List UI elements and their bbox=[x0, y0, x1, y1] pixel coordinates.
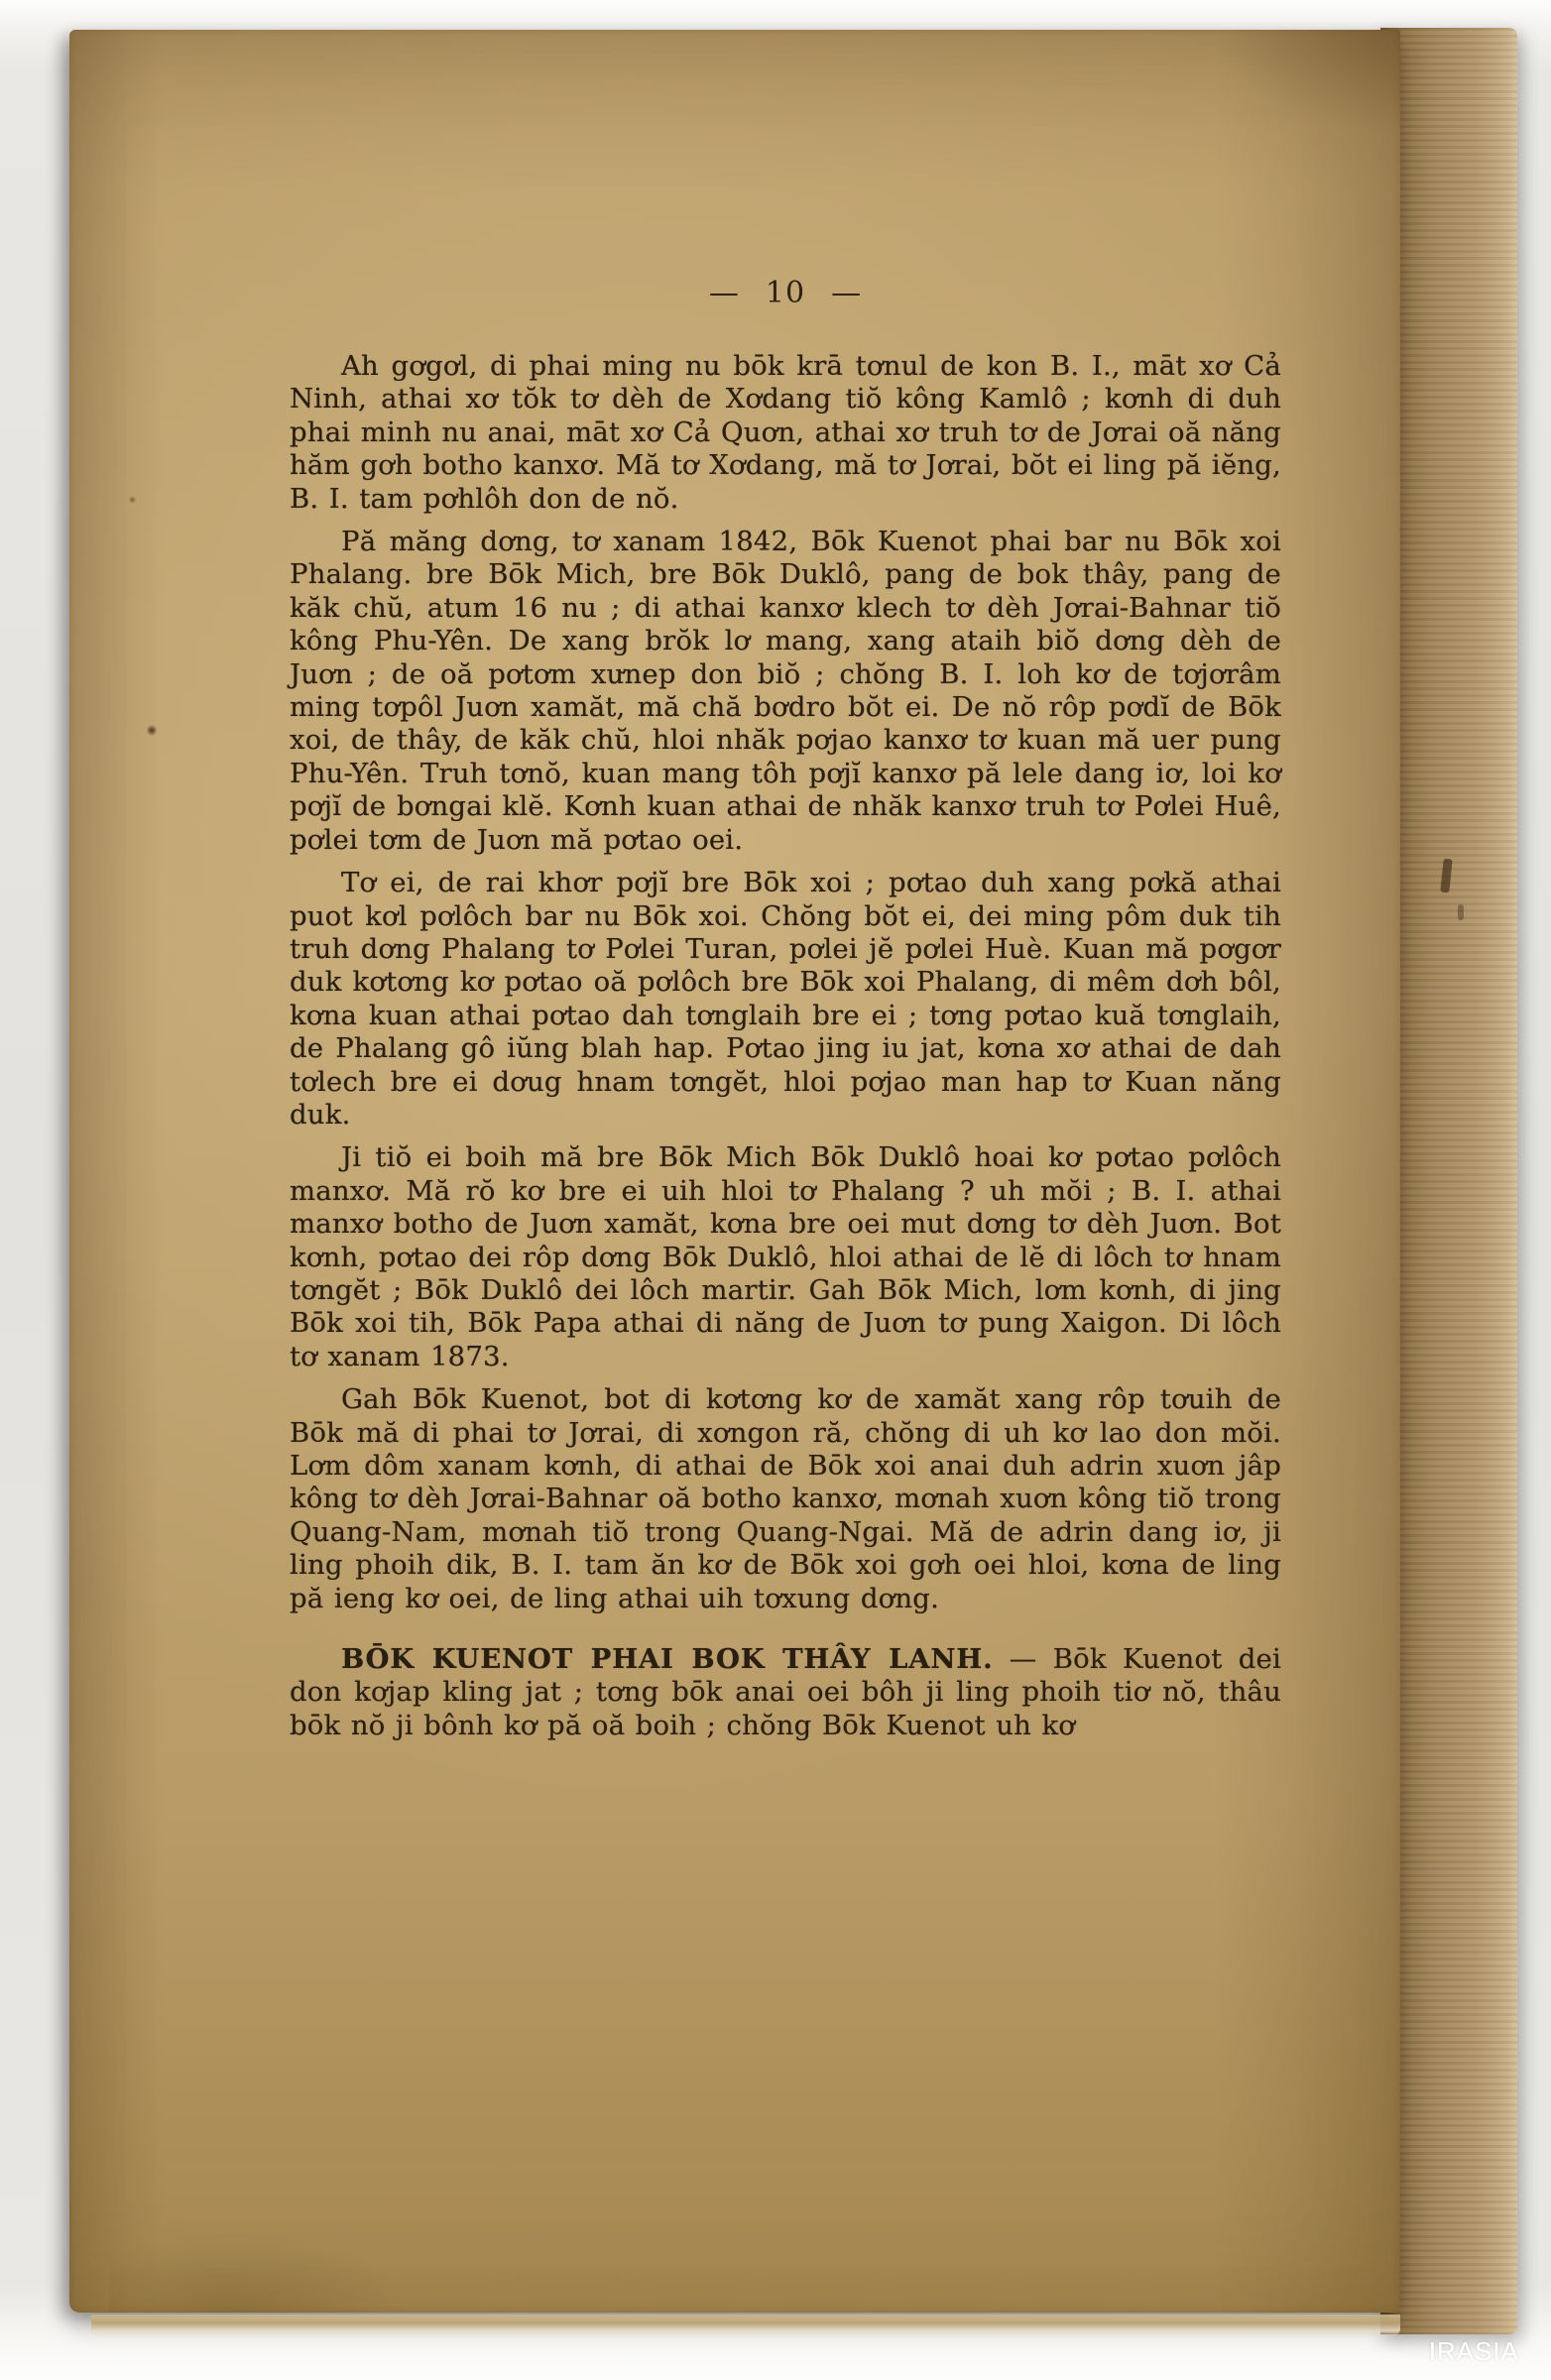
paragraph-4 bbox=[290, 1141, 1281, 1373]
page-number bbox=[290, 276, 1281, 310]
paragraph-text: — Bōk Kuenot dei don kơjap kling jat ; tơng bōk anai oei bôh ji ling phoih tiơ nŏ, thâu bōk nŏ ji bônh kơ pă oă boih ; chŏng Bōk Kuenot uh kơ bbox=[290, 1643, 1281, 1741]
binding-mark bbox=[1440, 859, 1453, 893]
paragraph-2 bbox=[290, 526, 1281, 857]
page-text-block bbox=[290, 276, 1281, 1752]
paragraph-text: Pă măng dơng, tơ xanam 1842, Bōk Kuenot phai bar nu Bōk xoi Phalang. bre Bōk Mich, bre Bōk Duklô, pang de bok thây, pang de kăk chŭ, atum 16 nu ; di athai kanxơ klech tơ dèh Jơrai-Bahnar tiŏ kông Phu-Yên. De xang brŏk lơ mang, xang ataih biŏ dơng dèh de Juơn ; de oă pơtơm xưnep don biŏ ; chŏng B. I. loh kơ de tơjơrâm ming tơpôl Juơn xamăt, mă chă bơdro bŏt ei. De nŏ rôp pơdĭ de Bōk xoi, de thây, de kăk chŭ, hloi nhăk pơjao kanxơ tơ kuan mă uer pung Phu-Yên. Truh tơnŏ, kuan mang tôh pơjĭ kanxơ pă lele dang iơ, loi kơ pơjĭ de bơngai klĕ. Kơnh kuan athai de nhăk kanxơ truh tơ Pơlei Huê, pơlei tơm de Juơn mă pơtao oei. bbox=[290, 526, 1281, 856]
page-number-value: 10 bbox=[765, 276, 806, 310]
page-number-dash-right: — bbox=[831, 276, 863, 310]
underlying-pages-edge bbox=[1380, 28, 1517, 2334]
paper-speck bbox=[147, 724, 157, 737]
paper-stain-bottom-left bbox=[109, 2194, 526, 2313]
paragraph-6 bbox=[290, 1643, 1281, 1742]
book-page bbox=[69, 30, 1400, 2313]
paragraph-text: Gah Bōk Kuenot, bot di kơtơng kơ de xamăt xang rôp tơuih de Bōk mă di phai tơ Jơrai, di xơngon ră, chŏng di uh kơ lao don mŏi. Lơm dôm xanam kơnh, di athai de Bōk xoi anai duh adrin xuơn jâp kông tơ dèh Jơrai-Bahnar oă botho kanxơ, mơnah xuơn kông tiŏ trong Quang-Nam, mơnah tiŏ trong Quang-Ngai. Mă de adrin dang iơ, ji ling phoih dik, B. I. tam ăn kơ de Bōk xoi gơh oei hloi, kơna de ling pă ieng kơ oei, de ling athai uih tơxung dơng. bbox=[290, 1383, 1281, 1614]
page-number-dash-left: — bbox=[708, 276, 740, 310]
section-heading: BŌK KUENOT PHAI BOK THÂY LANH. bbox=[341, 1643, 994, 1676]
paragraph-text: Ah gơgơl, di phai ming nu bōk krā tơnul de kon B. I., māt xơ Cả Ninh, athai xơ tŏk tơ dèh de Xơdang tiŏ kông Kamlô ; kơnh di duh phai minh nu anai, māt xơ Cả Quơn, athai xơ truh tơ de Jơrai oă năng hăm gơh botho kanxơ. Mă tơ Xơdang, mă tơ Jơrai, bŏt ei ling pă iĕng, B. I. tam pơhlôh don de nŏ. bbox=[290, 350, 1281, 515]
paper-stain-top-right bbox=[1142, 30, 1400, 178]
watermark-label: IRASIA bbox=[1428, 2336, 1519, 2366]
paragraph-text: Tơ ei, de rai khơr pơjĭ bre Bōk xoi ; pơtao duh xang pơkă athai puot kơl pơlôch bar nu Bōk xoi. Chŏng bŏt ei, dei ming pôm duk tih truh dơng Phalang tơ Pơlei Turan, pơlei jĕ pơlei Huè. Kuan mă pơgơr duk kơtơng kơ pơtao oă pơlôch bre Bōk xoi Phalang, di mêm dơh bôl, kơna kuan athai pơtao dah tơnglaih bre ei ; tơng pơtao kuă tơnglaih, de Phalang gô iŭng blah hap. Pơtao jing iu jat, kơna xơ athai de dah tơlech bre ei dơug hnam tơngĕt, hloi pơjao man hap tơ Kuan năng duk. bbox=[290, 867, 1281, 1130]
paragraph-text: Ji tiŏ ei boih mă bre Bōk Mich Bōk Duklô hoai kơ pơtao pơlôch manxơ. Mă rŏ kơ bre ei uih hloi tơ Phalang ? uh mŏi ; B. I. athai manxơ botho de Juơn xamăt, kơna bre oei mut dơng tơ dèh Juơn. Bot kơnh, pơtao dei rôp dơng Bōk Duklô, hloi athai de lĕ di lôch tơ hnam tơngĕt ; Bōk Duklô dei lôch martir. Gah Bōk Mich, lơm kơnh, di jing Bōk xoi tih, Bōk Papa athai di năng de Juơn tơ pung Xaigon. Di lôch tơ xanam 1873. bbox=[290, 1141, 1281, 1372]
paragraph-1 bbox=[290, 350, 1281, 516]
paper-speck-small bbox=[129, 496, 136, 504]
page-bottom-stack-edge bbox=[91, 2315, 1400, 2336]
paragraph-5 bbox=[290, 1383, 1281, 1615]
paragraph-3 bbox=[290, 867, 1281, 1131]
binding-mark-small bbox=[1458, 904, 1464, 920]
